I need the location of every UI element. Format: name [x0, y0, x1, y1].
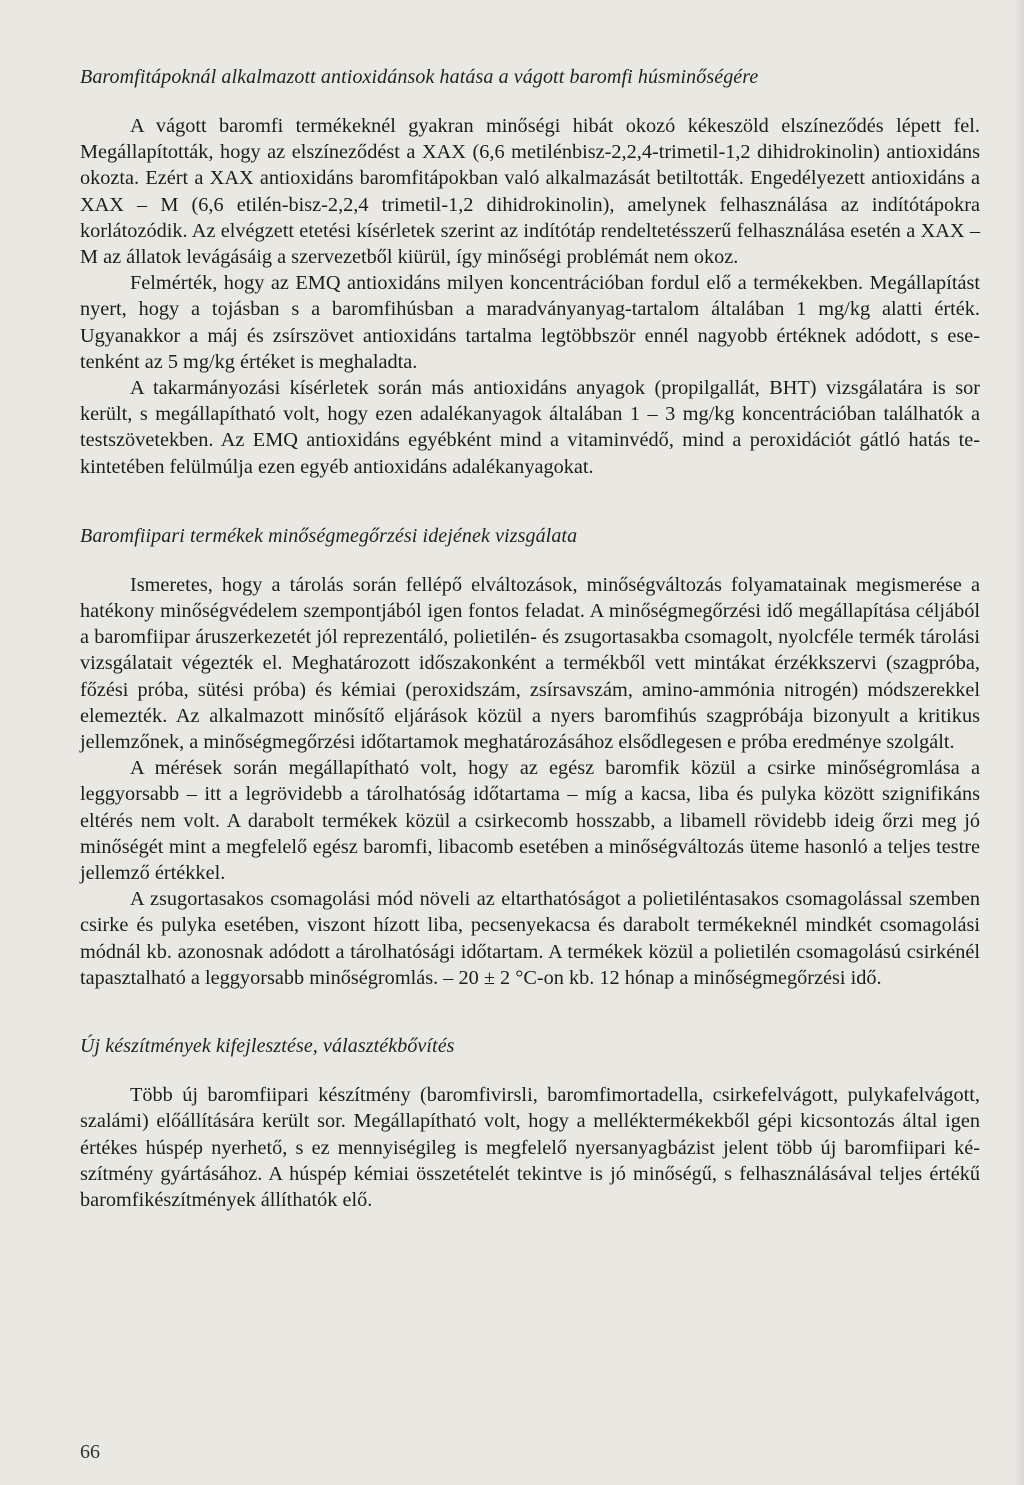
paragraph: A vágott baromfi termékeknél gyakran minőségi hibát okozó kékeszöld elszíneződés lépett fel. Megállapították, hogy az elszíneződést a XAX (6,6 metilénbisz-2,2,4-trimetil-1,2 dihidrokinolin) antioxidáns okozta. Ezért a XAX antioxidáns baromfitápokban való alkalmazását betiltották. Engedélyezett antioxidáns a XAX – M (6,6 etilén-bisz-2,2,4 trimetil-1,2 dihidrokinolin), amelynek felhasználása az indítótápokra korlátozódik. Az elvégzett etetési kísérletek szerint az indítótáp rendeltetésszerű felhasználása esetén a XAX – M az állatok levágásáig a szervezetből kiürül, így minőségi problémát nem okoz.	[80, 115, 980, 269]
section-shelf-life	[80, 523, 980, 991]
paragraph: A zsugortasakos csomagolási mód növeli az eltarthatóságot a polietiléntasakos csomagolással szemben csirke és pulyka esetében, viszont hízott liba, pecsenyekacsa és darabolt termékeknél mindkét csomagolási módnál kb. azonosnak adódott a tárolhatósági időtartam. A termékek közül a polietilén csomagolású csirkénél tapasztalható a leggyorsabb minőségromlás. – 20 ± 2 °C-on kb. 12 hónap a minőségmegőrzési idő.	[80, 888, 980, 989]
paragraph: Ismeretes, hogy a tárolás során fellépő elváltozások, minőségváltozás folyamatainak megismerése a hatékony minőségvédelem szempontjából igen fontos feladat. A minőségmegőrzési idő megállapítása céljából a baromfiipar áruszerkezetét jól reprezentáló, polietilén- és zsugortasakba csomagolt, nyolcféle termék tárolási vizsgálatait végezték el. Meghatározott időszakonként a termékből vett mintákat érzékkszervi (szagpróba, főzési próba, sütési próba) és kémiai (peroxidszám, zsírsavszám, amino-ammónia nitrogén) módszerekkel elemezték. Az alkalmazott minősítő eljárások közül a nyers baromfihús szagpróbája bizonyult a kritikus jellemzőnek, a minőségmegőrzési időtartamok meghatározásához elsődlegesen e próba eredménye szolgált.	[80, 573, 980, 754]
section-heading: Baromfiipari termékek minőségmegőrzési idejének vizsgálata	[80, 524, 578, 547]
paragraph: A takarmányozási kísérletek során más antioxidáns anyagok (propilgallát, BHT) vizsgálatára is sor került, s megállapítható volt, hogy ezen adalékanyagok általában 1 – 3 mg/kg koncentrációban találhatók a testszövetekben. Az EMQ antioxidáns egyébként mind a vitaminvédő, mind a peroxidációt gátló hatás tekintetében felülmúlja ezen egyéb antioxidáns adalékanyagokat.	[80, 377, 980, 478]
page-number: 66	[80, 1441, 100, 1463]
section-heading: Új készítmények kifejlesztése, választékbővítés	[80, 1035, 455, 1058]
page-edge-shadow	[1014, 0, 1024, 1485]
section-new-products	[80, 1033, 980, 1213]
document-page	[80, 64, 980, 1213]
section-antioxidants	[80, 64, 980, 480]
paragraph: Több új baromfiipari készítmény (baromfivirsli, baromfimortadella, csirkefelvágott, pulykafelvágott, szalámi) előállítására került sor. Megállapítható volt, hogy a melléktermékekből gépi kicsontozás által igen értékes húspép nyerhető, s ez mennyiségileg is megfelelő nyersanyagbázist jelent több új baromfiipari készítmény gyártásához. A húspép kémiai összetételét tekintve is jó minőségű, s felhasználásával teljes értékű baromfikészítmények állíthatók elő.	[80, 1084, 980, 1211]
paragraph: A mérések során megállapítható volt, hogy az egész baromfik közül a csirke minőségromlása a leggyorsabb – itt a legrövidebb a tárolhatóság időtartama – míg a kacsa, liba és pulyka között szignifikáns eltérés nem volt. A darabolt termékek közül a csirkecomb hosszabb, a libamell rövidebb ideig őrzi meg jó minőségét mint a megfelelő egész baromfi, libacomb esetében a minőségváltozás üteme hasonló a teljes testre jellemző értékkel.	[80, 757, 980, 885]
paragraph: Felmérték, hogy az EMQ antioxidáns milyen koncentrációban fordul elő a termékekben. Megállapítást nyert, hogy a tojásban s a baromfihúsban a maradványanyag-tartalom általában 1 mg/kg alatti érték. Ugyanakkor a máj és zsírszövet antioxidáns tartalma legtöbbször ennél nagyobb értéknek adódott, s esetenként az 5 mg/kg értéket is meghaladta.	[80, 272, 980, 373]
section-heading: Baromfitápoknál alkalmazott antioxidánsok hatása a vágott baromfi húsminőségére	[80, 66, 759, 88]
